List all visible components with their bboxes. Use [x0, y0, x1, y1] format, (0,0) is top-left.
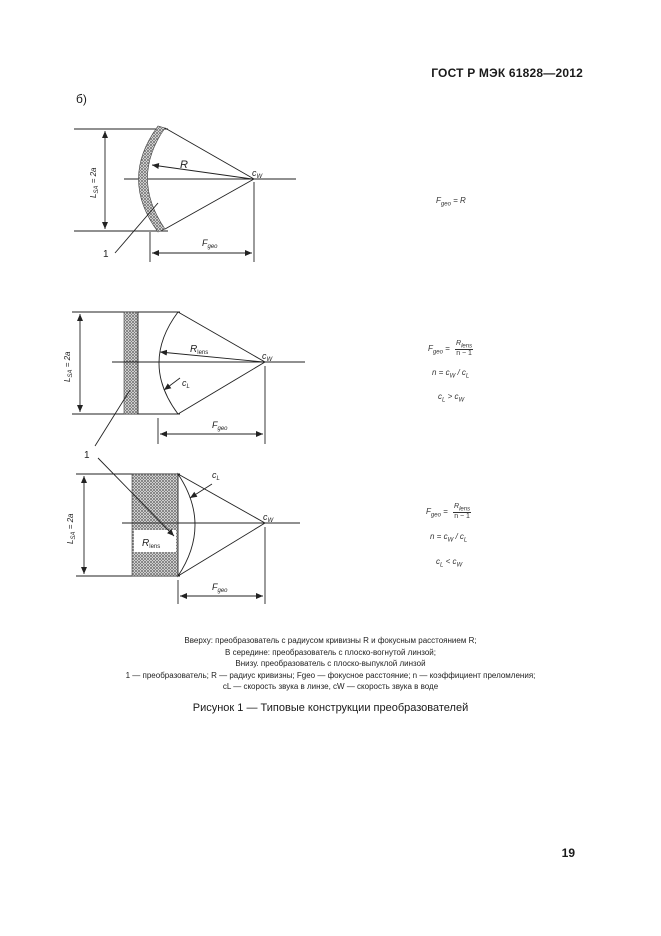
figure-legend — [0, 635, 661, 693]
cl-label: $c_L$ — [182, 378, 190, 390]
legend-line-1: Вверху: преобразователь с радиусом кривизны R и фокусным расстоянием R; — [184, 636, 477, 645]
legend-line-5: cL — скорость звука в линзе, cW — скорость звука в воде — [222, 682, 439, 691]
pointer-1-label: 1 — [103, 249, 109, 260]
standard-header: ГОСТ Р МЭК 61828—2012 — [431, 66, 583, 80]
pointer-1-line — [115, 203, 158, 253]
formula-curved: $F_{geo} = R$ — [436, 196, 466, 208]
aperture-label: $L_{SA} = 2a$ — [63, 351, 74, 382]
radius-lens-label: $R_{lens}$ — [190, 344, 209, 356]
cw-label: $c_W$ — [252, 168, 263, 180]
page-number: 19 — [561, 846, 575, 860]
cw-label: $c_W$ — [263, 512, 274, 524]
formula-planoconvex-focal: $F_{geo}$ = $\frac{R_{lens}}{n - 1}$ — [426, 503, 471, 521]
fgeo-label: $F_{geo}$ — [212, 582, 228, 594]
radius-arrow — [160, 352, 263, 362]
aperture-label: $L_{SA} = 2a$ — [89, 167, 100, 198]
formula-planoconcave-n: $n = c_W / c_L$ — [432, 368, 470, 380]
focus-line-top — [165, 128, 254, 179]
pointer-1-line — [95, 390, 130, 446]
cl-label: $c_L$ — [212, 470, 220, 482]
formula-planoconcave-focal: $F_{geo}$ = $\frac{R_{lens}}{n - 1}$ — [428, 340, 473, 358]
radius-lens-label: $R_{lens}$ — [142, 538, 161, 550]
aperture-label: $L_{SA} = 2a$ — [66, 513, 77, 544]
legend-line-2: В середине: преобразователь с плоско-вогнутой линзой; — [225, 647, 436, 657]
radius-label: R — [180, 159, 188, 171]
legend-line-3: Внизу. преобразователь с плоско-выпуклой линзой — [235, 659, 426, 668]
figure-caption: Рисунок 1 — Типовые конструкции преобразователей — [192, 702, 469, 714]
cl-arrow — [164, 378, 180, 390]
transducer-element — [124, 312, 138, 414]
cw-label: $c_W$ — [262, 351, 273, 363]
subfigure-label: б) — [76, 92, 87, 106]
pointer-1-label: 1 — [84, 450, 90, 461]
legend-line-4: 1 — преобразователь; R — радиус кривизны; Fgeo — фокусное расстояние; n — коэффициент преломления; — [125, 670, 536, 680]
diagram-curved-transducer — [74, 126, 296, 262]
convex-lens — [178, 474, 195, 576]
formula-planoconvex-speed: $c_L < c_W$ — [436, 557, 463, 569]
fgeo-label: $F_{geo}$ — [202, 238, 218, 250]
radius-arrow — [152, 165, 252, 179]
focus-line-bottom — [178, 362, 265, 414]
focus-line-bottom — [165, 179, 254, 229]
formula-planoconvex-n: $n = c_W / c_L$ — [430, 532, 468, 544]
formula-planoconcave-speed: $c_L > c_W$ — [438, 392, 465, 404]
concave-lens — [138, 312, 178, 414]
transducer-element — [132, 474, 178, 576]
diagram-planoconcave — [72, 312, 305, 446]
fgeo-label: $F_{geo}$ — [212, 420, 228, 432]
diagram-planoconvex — [76, 458, 300, 604]
